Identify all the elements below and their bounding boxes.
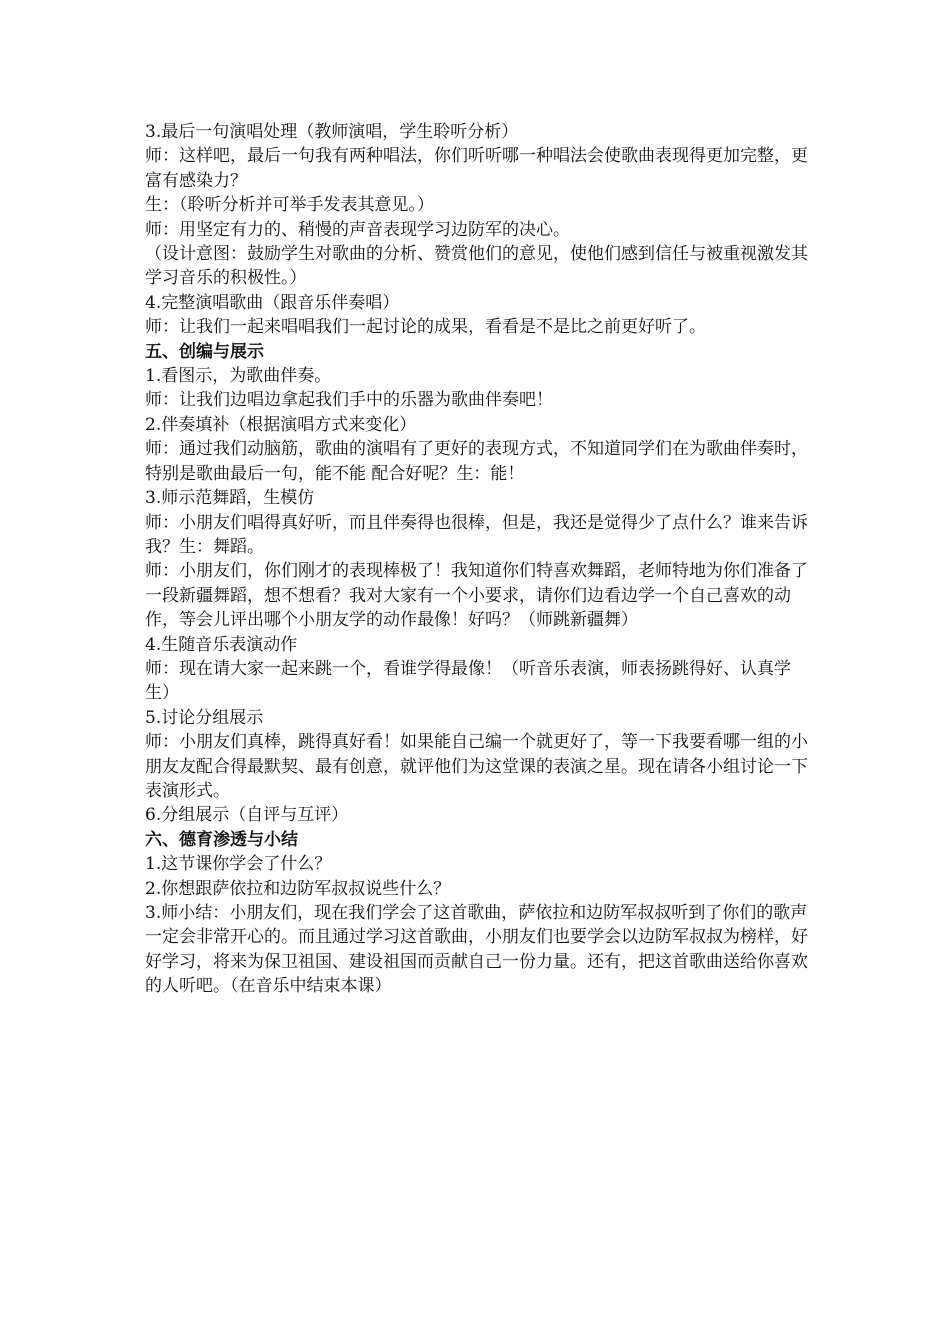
section-heading-5: 五、创编与展示 (145, 341, 264, 362)
paragraph-item-6: 6.分组展示（自评与互评） (145, 805, 349, 826)
paragraph-item-1: 1.看图示，为歌曲伴奏。 (145, 366, 332, 387)
paragraph-item-4: 4.生随音乐表演动作 (145, 634, 298, 655)
paragraph-item-3: 3.师示范舞蹈，生模仿 (145, 488, 315, 509)
paragraph-item-2: 2.伴奏填补（根据演唱方式来变化） (145, 414, 417, 435)
paragraph-item-5: 5.讨论分组展示 (145, 707, 264, 728)
paragraph-summary-3: 3.师小结：小朋友们，现在我们学会了这首歌曲，萨依拉和边防军叔叔听到了你们的歌声一定会非常开心的。而且通过学习这首歌曲，小朋友们也要学会以边防军叔叔为榜样，好好学习，将来为保卫祖国、建设祖国而贡献自己一份力量。还有，把这首歌曲送给你喜欢的人听吧。（在音乐中结束本课） (145, 903, 808, 997)
paragraph-teacher-two-ways: 师：这样吧，最后一句我有两种唱法，你们听听哪一种唱法会使歌曲表现得更加完整，更富有感染力？ (145, 146, 808, 191)
section-heading-6: 六、德育渗透与小结 (145, 829, 298, 850)
paragraph-summary-1: 1.这节课你学会了什么？ (145, 854, 332, 875)
paragraph-teacher-something-missing: 师：小朋友们唱得真好听，而且伴奏得也很棒，但是，我还是觉得少了点什么？谁来告诉我？生：舞蹈。 (145, 512, 808, 557)
document-body (145, 120, 815, 999)
paragraph-teacher-instruments: 师：让我们边唱边拿起我们手中的乐器为歌曲伴奏吧！ (145, 390, 553, 411)
paragraph-summary-2: 2.你想跟萨依拉和边防军叔叔说些什么？ (145, 878, 451, 899)
paragraph-step-3: 3.最后一句演唱处理（教师演唱，学生聆听分析） (145, 122, 519, 142)
paragraph-student-listen: 生：（聆听分析并可举手发表其意见。） (145, 195, 434, 216)
paragraph-teacher-xinjiang-dance: 师：小朋友们，你们刚才的表现棒极了！我知道你们特喜欢舞蹈，老师特地为你们准备了一段新疆舞蹈，想不想看？我对大家有一个小要求，请你们边看边学一个自己喜欢的动作，等会儿评出哪个小朋友学的动作最像！好吗？（师跳新疆舞） (145, 561, 808, 631)
paragraph-design-intent: （设计意图：鼓励学生对歌曲的分析、赞赏他们的意见，使他们感到信任与被重视激发其学习音乐的积极性。） (145, 244, 808, 289)
paragraph-teacher-dance-together: 师：现在请大家一起来跳一个，看谁学得最像！（听音乐表演，师表扬跳得好、认真学生） (145, 658, 791, 704)
paragraph-teacher-sing-together: 师：让我们一起来唱唱我们一起讨论的成果，看看是不是比之前更好听了。 (145, 317, 706, 338)
paragraph-step-4: 4.完整演唱歌曲（跟音乐伴奏唱） (145, 292, 400, 313)
paragraph-teacher-group-show: 师：小朋友们真棒，跳得真好看！如果能自己编一个就更好了，等一下我要看哪一组的小朋友友配合得最默契、最有创意，就评他们为这堂课的表演之星。现在请各小组讨论一下表演形式。 (145, 732, 808, 801)
paragraph-teacher-accompany: 师：通过我们动脑筋，歌曲的演唱有了更好的表现方式，不知道同学们在为歌曲伴奏时，特别是歌曲最后一句，能不能 配合好呢？生：能！ (145, 439, 808, 484)
paragraph-teacher-determination: 师：用坚定有力的、稍慢的声音表现学习边防军的决心。 (145, 219, 570, 240)
